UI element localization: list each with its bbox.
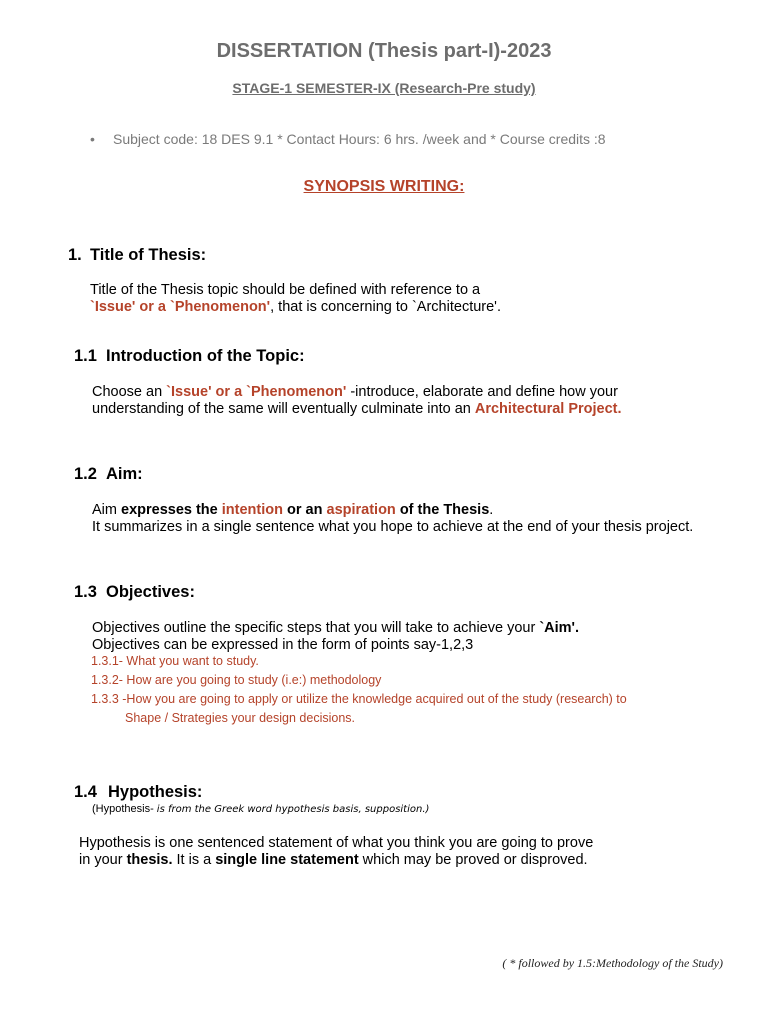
highlight-text: `Issue' or a `Phenomenon' <box>166 384 347 400</box>
bold-text: single line statement <box>215 852 359 868</box>
list-item: 1.3.2- How are you going to study (i.e:) methodology <box>91 673 382 687</box>
highlight-text: aspiration <box>326 502 396 518</box>
body-text: which may be proved or disproved. <box>358 852 588 868</box>
body-text: , that is concerning to `Architecture'. <box>270 299 501 315</box>
body-text: Aim <box>92 502 121 518</box>
synopsis-heading: SYNOPSIS WRITING: <box>303 178 465 195</box>
body-line <box>92 502 693 519</box>
body-line: Title of the Thesis topic should be defined with reference to a <box>90 282 481 298</box>
body-line <box>90 299 501 316</box>
highlight-text: intention <box>221 502 283 518</box>
body-text: Choose an <box>92 384 167 400</box>
section-heading: Title of Thesis: <box>90 246 207 264</box>
section-body-objectives <box>92 620 579 654</box>
bold-text: thesis. <box>126 852 173 868</box>
body-line <box>92 401 622 418</box>
section-body-thesis <box>90 282 501 316</box>
bold-text: of the Thesis <box>395 502 490 518</box>
section-title-introduction <box>74 347 305 366</box>
section-title-thesis <box>68 246 206 265</box>
body-line <box>92 620 579 637</box>
section-body-hypothesis <box>79 835 593 869</box>
section-heading: Aim: <box>106 465 143 483</box>
note-text: (Hypothesis- <box>92 803 157 815</box>
section-heading: Introduction of the Topic: <box>106 347 305 365</box>
list-item: 1.3.3 -How you are going to apply or utilize the knowledge acquired out of the study (research) to <box>91 692 627 706</box>
section-number: 1. <box>68 246 82 264</box>
section-number: 1.3 <box>74 583 97 601</box>
bold-text: or an <box>282 502 327 518</box>
section-number: 1.2 <box>74 465 97 483</box>
subject-info <box>90 131 606 147</box>
body-line: Hypothesis is one sentenced statement of what you think you are going to prove <box>79 835 594 851</box>
note-italic: is from the Greek word hypothesis basis, supposition.) <box>156 804 430 815</box>
section-number: 1.1 <box>74 347 97 365</box>
hypothesis-note <box>92 803 429 815</box>
body-text: in your <box>79 852 127 868</box>
list-item: Shape / Strategies your design decisions. <box>125 711 355 725</box>
section-heading: Hypothesis: <box>108 783 203 801</box>
body-line <box>92 384 622 401</box>
section-title-objectives <box>74 583 195 602</box>
section-body-aim <box>92 502 693 536</box>
highlight-text: `Issue' or a `Phenomenon' <box>90 299 271 315</box>
objectives-list <box>91 652 627 728</box>
body-text: Objectives outline the specific steps that you will take to achieve your <box>92 620 540 636</box>
list-item: 1.3.1- What you want to study. <box>91 654 259 668</box>
body-text: . <box>489 502 494 518</box>
section-body-introduction <box>92 384 622 418</box>
body-text: -introduce, elaborate and define how your <box>346 384 618 400</box>
body-text: understanding of the same will eventually culminate into an <box>92 401 475 417</box>
section-title-hypothesis <box>74 783 202 802</box>
page-subtitle: STAGE-1 SEMESTER-IX (Research-Pre study) <box>232 80 536 96</box>
bold-text: `Aim'. <box>539 620 580 636</box>
body-line <box>79 852 593 869</box>
section-title-aim <box>74 465 143 484</box>
body-line: Objectives can be expressed in the form of points say-1,2,3 <box>92 637 474 653</box>
body-line: It summarizes in a single sentence what you hope to achieve at the end of your thesis project. <box>92 519 694 535</box>
bullet-icon: • <box>90 131 95 147</box>
page-title: DISSERTATION (Thesis part-I)-2023 <box>216 40 552 62</box>
section-heading: Objectives: <box>106 583 195 601</box>
highlight-text: Architectural Project. <box>474 401 622 417</box>
body-text: It is a <box>172 852 216 868</box>
bold-text: expresses the <box>121 502 222 518</box>
footer-note: ( * followed by 1.5:Methodology of the Study) <box>502 956 723 970</box>
section-number: 1.4 <box>74 783 97 801</box>
subject-text: Subject code: 18 DES 9.1 * Contact Hours: 6 hrs. /week and * Course credits :8 <box>113 131 606 147</box>
